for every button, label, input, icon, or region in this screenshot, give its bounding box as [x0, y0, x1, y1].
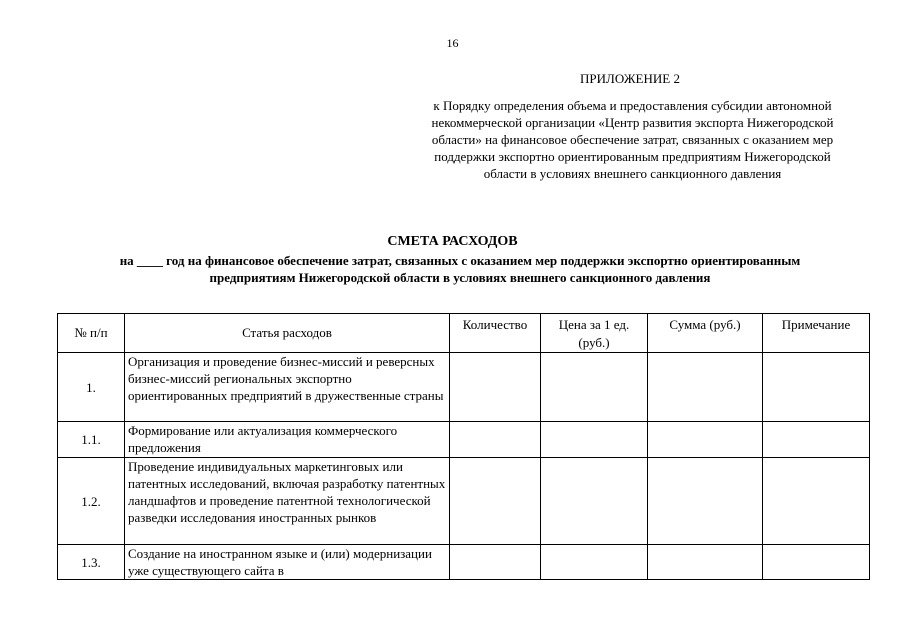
row-item: Проведение индивидуальных маркетинговых или патентных исследований, включая разработку патентных ландшафтов и проведение патентной технологической разведки исследования иностранных рынков: [125, 458, 450, 545]
table-row: [58, 458, 870, 545]
row-sum: [648, 422, 763, 458]
header-number: № п/п: [58, 314, 125, 353]
header-unit-price: Цена за 1 ед. (руб.): [541, 314, 648, 353]
estimate-subtitle: на ____ год на финансовое обеспечение затрат, связанных с оказанием мер поддержки экспортно ориентированным предприятиям Нижегородской области в условиях внешнего санкционного давления: [119, 253, 801, 285]
header-item: Статья расходов: [125, 314, 450, 353]
row-quantity: [450, 545, 541, 580]
row-note: [763, 458, 870, 545]
row-number: 1.1.: [58, 422, 125, 458]
table-row: [58, 545, 870, 580]
row-item: Формирование или актуализация коммерческого предложения: [125, 422, 450, 458]
row-quantity: [450, 422, 541, 458]
header-note: Примечание: [763, 314, 870, 353]
row-note: [763, 545, 870, 580]
row-unit-price: [541, 353, 648, 422]
row-unit-price: [541, 545, 648, 580]
row-item: Создание на иностранном языке и (или) модернизации уже существующего сайта в: [125, 545, 450, 580]
row-unit-price: [541, 422, 648, 458]
row-sum: [648, 353, 763, 422]
appendix-description: к Порядку определения объема и предоставления субсидии автономной некоммерческой организации «Центр развития экспорта Нижегородской области» на финансовое обеспечение затрат, связанных с оказанием мер поддержки экспортно ориентированным предприятиям Нижегородской области в условиях внешнего санкционного давления: [431, 98, 834, 181]
table-header-row: [58, 314, 870, 353]
row-sum: [648, 458, 763, 545]
row-quantity: [450, 353, 541, 422]
row-number: 1.: [58, 353, 125, 422]
row-note: [763, 422, 870, 458]
table-row: [58, 422, 870, 458]
row-item: Организация и проведение бизнес-миссий и реверсных бизнес-миссий региональных экспортно ориентированных предприятий в дружественные страны: [125, 353, 450, 422]
row-unit-price: [541, 458, 648, 545]
table-row: [58, 353, 870, 422]
row-sum: [648, 545, 763, 580]
estimate-table: [57, 313, 870, 580]
appendix-title: ПРИЛОЖЕНИЕ 2: [580, 71, 680, 86]
page-number: 16: [446, 36, 459, 50]
header-quantity: Количество: [450, 314, 541, 353]
row-note: [763, 353, 870, 422]
row-number: 1.2.: [58, 458, 125, 545]
row-quantity: [450, 458, 541, 545]
row-number: 1.3.: [58, 545, 125, 580]
estimate-title: СМЕТА РАСХОДОВ: [387, 234, 518, 249]
header-sum: Сумма (руб.): [648, 314, 763, 353]
